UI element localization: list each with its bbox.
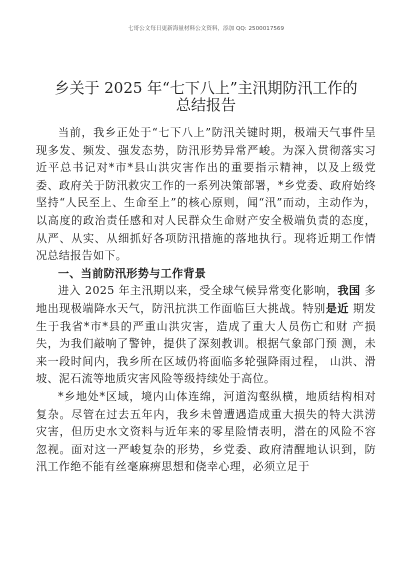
bold-text: 是近 — [325, 301, 349, 315]
title-line-2: 总结报告 — [175, 96, 236, 114]
bold-text: 我国 — [337, 284, 361, 298]
intro-paragraph: 当前，我乡正处于“七下八上”防汛关键时期，极端天气事件呈现多发、频发、强发态势，防汛形势异常严峻。为深入贯彻落实习近平总书记对*市*县山洪灾害作出的重要指示精神，以及上级党委、政府关于防汛救灾工作的一系列决策部署，*乡党委、政府始终坚持“人民至上、生命至上”的核心原则，闻“汛”而动，主动作为，以高度的政治责任感和对人民群众生命财产安全极端负责的态度，从严、从实、从细抓好各项防汛措施的落地执行。现将近期工作情况总结报告如下。 — [36, 126, 376, 263]
title-line-1: 乡关于 2025 年“七下八上”主汛期防汛工作的 — [54, 79, 358, 97]
section-paragraph-2: *乡地处*区域，境内山体连绵，河道沟壑纵横，地质结构相对复杂。尽管在过去五年内，我乡未曾遭遇造成重大损失的特大洪涝灾害，但历史水文资料与近年来的零星险情表明，潜在的风险不容忽视。面对这一严峻复杂的形势，乡党委、政府清醒地认识到，防汛工作绝不能有丝毫麻痹思想和侥幸心理，必须立足于 — [36, 389, 376, 474]
page-title — [36, 80, 376, 114]
paragraph-text: 多地出现极端降水天气，防汛抗洪工作面临巨大挑战。特别 — [36, 284, 376, 315]
paragraph-text: 期发生于我省*市*县的严重山洪灾害，造成了重大人员伤亡和财 产损失，为我们敲响了警钟，提供了深刻教训。根据气象部门预 测，未来一段时间内，我乡所在区域仍将面临多轮强降雨过程， 山洪、滑坡、泥石流等地质灾害风险等级持续处于高位。 — [36, 301, 376, 386]
section-paragraph-1 — [36, 282, 376, 388]
paragraph-text: 进入 2025 年主汛期以来，受全球气候异常变化影响， — [58, 284, 338, 298]
header-note: 七哥公文每日更新海量材料公文资料，添加 QQ: 2500017569 — [127, 26, 285, 32]
section-heading: 一、当前防汛形势与工作背景 — [58, 266, 207, 280]
